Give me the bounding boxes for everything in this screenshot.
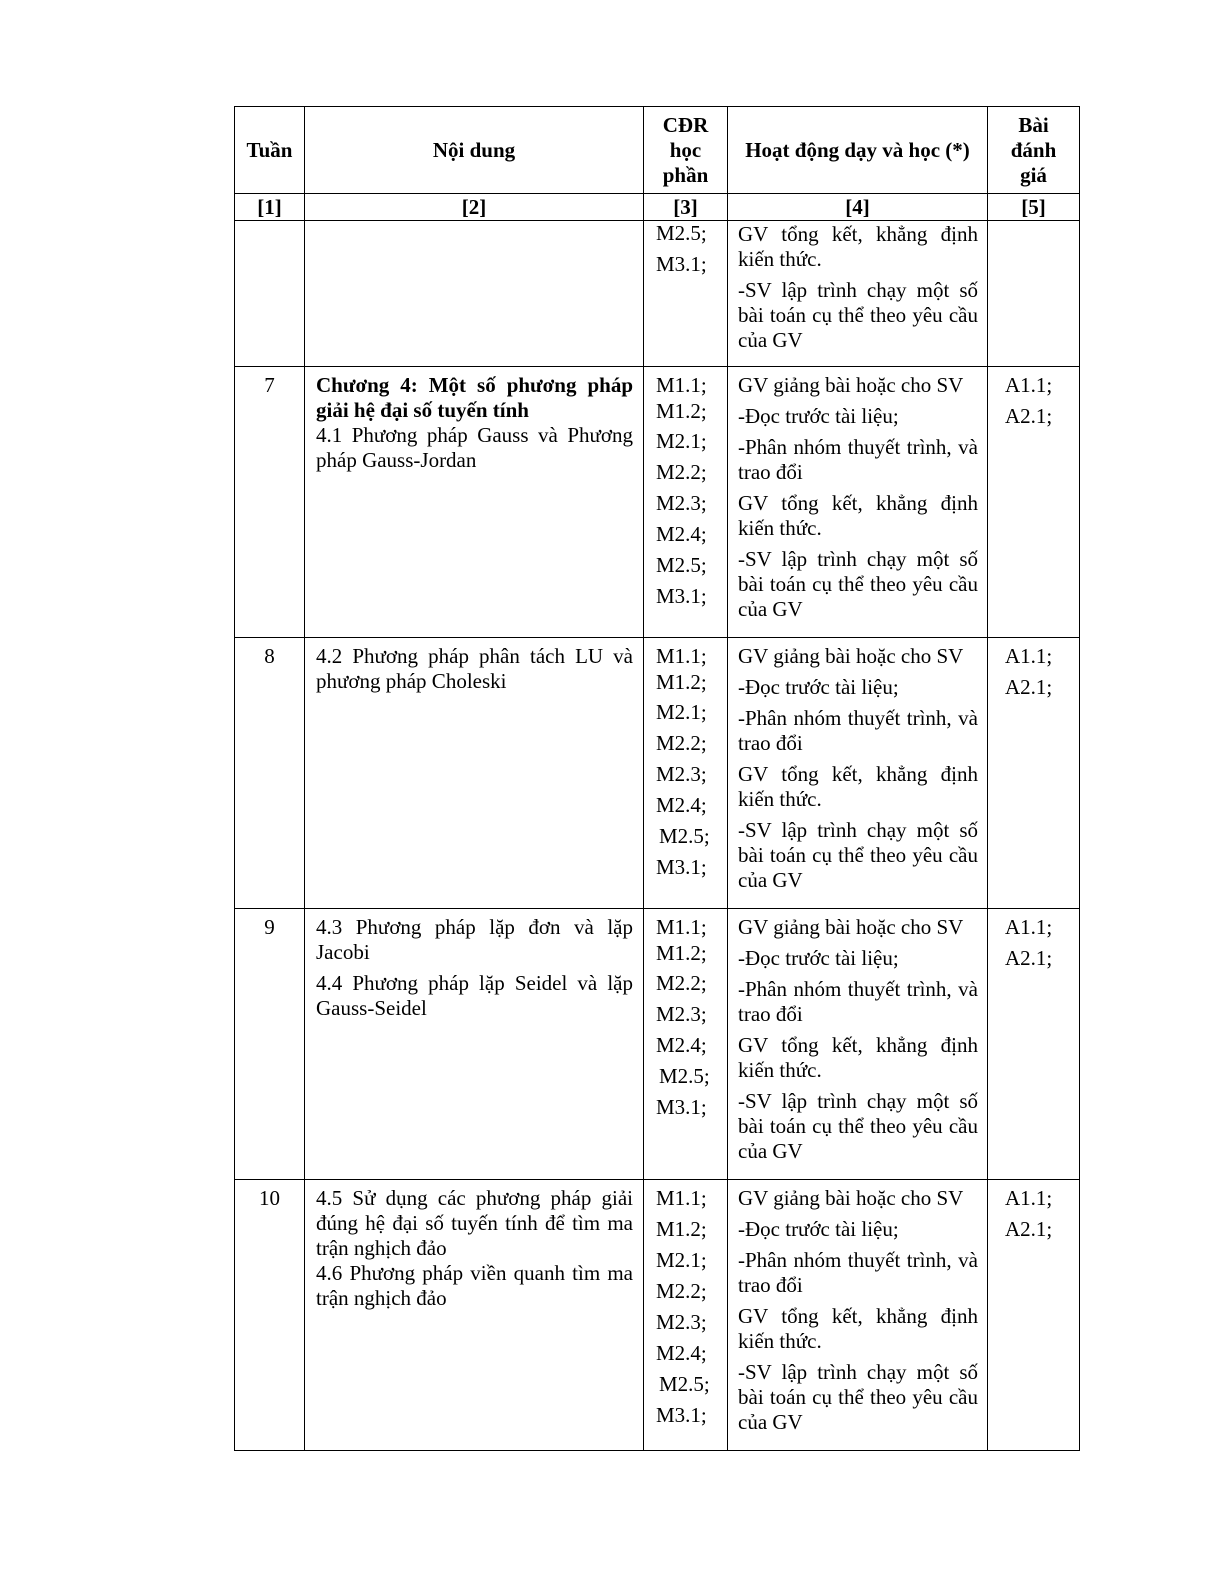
content-item: 4.2 Phương pháp phân tách LU và phương pháp Choleski: [316, 644, 633, 693]
content-item: 4.3 Phương pháp lặp đơn và lặp Jacobi: [316, 915, 633, 964]
cdr-code: M2.4;: [656, 793, 707, 817]
cdr-cell: [644, 221, 728, 367]
assessment-code: A2.1;: [1005, 1217, 1053, 1241]
content-cell: [305, 221, 644, 367]
cdr-code: M2.1;: [656, 429, 707, 453]
cdr-code: M2.4;: [656, 1341, 707, 1365]
header-cdr-line: CĐR: [662, 112, 709, 137]
activity-line: -Phân nhóm thuyết trình, và trao đổi: [738, 435, 978, 484]
activity-line: GV giảng bài hoặc cho SV: [738, 915, 964, 939]
cdr-cell: [644, 909, 728, 1180]
cdr-code: M2.3;: [656, 491, 707, 515]
assessment-cell: [988, 1180, 1080, 1451]
header-assessment-line: đánh: [1010, 137, 1057, 162]
cdr-cell: [644, 1180, 728, 1451]
activities-cell: [728, 909, 988, 1180]
content-item: 4.1 Phương pháp Gauss và Phương pháp Gauss-Jordan: [316, 423, 633, 472]
cdr-code: M1.2;: [656, 670, 707, 694]
cdr-code: M2.4;: [656, 1033, 707, 1057]
index-cell: [3]: [644, 194, 728, 221]
header-activities: Hoạt động dạy và học (*): [728, 107, 988, 194]
cdr-code: M2.5;: [659, 824, 710, 848]
activities-cell: [728, 1180, 988, 1451]
week-cell: 7: [235, 367, 305, 638]
cdr-code: M1.1;: [656, 644, 707, 668]
cdr-code: M2.2;: [656, 731, 707, 755]
activity-line: -Đọc trước tài liệu;: [738, 946, 899, 970]
activity-line: GV giảng bài hoặc cho SV: [738, 373, 964, 397]
cdr-code: M2.5;: [659, 1064, 710, 1088]
activity-line: GV tổng kết, khẳng định kiến thức.: [738, 762, 978, 811]
content-cell: [305, 1180, 644, 1451]
activity-line: -Đọc trước tài liệu;: [738, 404, 899, 428]
activity-line: -Phân nhóm thuyết trình, và trao đổi: [738, 977, 978, 1026]
cdr-code: M3.1;: [656, 1095, 707, 1119]
cdr-code: M2.1;: [656, 1248, 707, 1272]
assessment-code: A1.1;: [1005, 1186, 1053, 1210]
week-cell: [235, 221, 305, 367]
assessment-code: A2.1;: [1005, 404, 1053, 428]
content-item: 4.4 Phương pháp lặp Seidel và lặp Gauss-Seidel: [316, 971, 633, 1020]
assessment-cell: [988, 909, 1080, 1180]
header-assessment-line: Bài: [1018, 112, 1049, 137]
activities-cell: [728, 221, 988, 367]
activities-cell: [728, 367, 988, 638]
header-content: Nội dung: [305, 107, 644, 194]
header-cdr-line: học: [669, 137, 702, 162]
activity-line: -SV lập trình chạy một số bài toán cụ thể theo yêu cầu của GV: [738, 1360, 978, 1434]
content-item: 4.5 Sử dụng các phương pháp giải đúng hệ đại số tuyến tính để tìm ma trận nghịch đảo: [316, 1186, 633, 1260]
assessment-cell: [988, 221, 1080, 367]
table-row: [235, 221, 1080, 367]
assessment-cell: [988, 367, 1080, 638]
chapter-title: Chương 4: Một số phương pháp giải hệ đại số tuyến tính: [316, 373, 633, 422]
activities-cell: [728, 638, 988, 909]
cdr-code: M2.3;: [656, 1002, 707, 1026]
cdr-code: M3.1;: [656, 584, 707, 608]
week-cell: 8: [235, 638, 305, 909]
cdr-code: M2.2;: [656, 1279, 707, 1303]
content-item: 4.6 Phương pháp viền quanh tìm ma trận nghịch đảo: [316, 1261, 633, 1310]
cdr-code: M1.1;: [656, 1186, 707, 1210]
activity-line: GV tổng kết, khẳng định kiến thức.: [738, 1033, 978, 1082]
activity-line: -Phân nhóm thuyết trình, và trao đổi: [738, 1248, 978, 1297]
header-week: Tuần: [235, 107, 305, 194]
cdr-code: M2.3;: [656, 1310, 707, 1334]
activity-line: -Đọc trước tài liệu;: [738, 1217, 899, 1241]
header-assessment-line: giá: [1020, 162, 1047, 187]
cdr-code: M1.2;: [656, 1217, 707, 1241]
assessment-code: A1.1;: [1005, 915, 1053, 939]
week-cell: 10: [235, 1180, 305, 1451]
content-cell: [305, 909, 644, 1180]
index-cell: [4]: [728, 194, 988, 221]
cdr-code: M2.5;: [659, 1372, 710, 1396]
assessment-code: A1.1;: [1005, 644, 1053, 668]
activity-line: GV tổng kết, khẳng định kiến thức.: [738, 1304, 978, 1353]
table-row: [235, 367, 1080, 638]
cdr-code: M2.2;: [656, 971, 707, 995]
content-cell: [305, 367, 644, 638]
activity-line: -Đọc trước tài liệu;: [738, 675, 899, 699]
activity-line: GV tổng kết, khẳng định kiến thức.: [738, 491, 978, 540]
header-cdr: [644, 107, 728, 194]
assessment-code: A1.1;: [1005, 373, 1053, 397]
activity-line: -SV lập trình chạy một số bài toán cụ thể theo yêu cầu của GV: [738, 1089, 978, 1163]
cdr-code: M2.5;: [656, 221, 707, 245]
content-cell: [305, 638, 644, 909]
activity-line: -Phân nhóm thuyết trình, và trao đổi: [738, 706, 978, 755]
activity-line: GV giảng bài hoặc cho SV: [738, 644, 964, 668]
cdr-code: M2.1;: [656, 700, 707, 724]
header-cdr-line: phần: [662, 162, 709, 187]
cdr-code: M2.4;: [656, 522, 707, 546]
cdr-code: M1.2;: [656, 941, 707, 965]
cdr-cell: [644, 638, 728, 909]
header-assessment: [988, 107, 1080, 194]
week-cell: 9: [235, 909, 305, 1180]
cdr-code: M1.2;: [656, 399, 707, 423]
syllabus-table: [234, 106, 1080, 1451]
activity-line: -SV lập trình chạy một số bài toán cụ thể theo yêu cầu của GV: [738, 278, 978, 352]
cdr-cell: [644, 367, 728, 638]
index-cell: [1]: [235, 194, 305, 221]
assessment-cell: [988, 638, 1080, 909]
index-cell: [2]: [305, 194, 644, 221]
activity-line: -SV lập trình chạy một số bài toán cụ thể theo yêu cầu của GV: [738, 818, 978, 892]
cdr-code: M2.5;: [656, 553, 707, 577]
cdr-code: M2.3;: [656, 762, 707, 786]
assessment-code: A2.1;: [1005, 946, 1053, 970]
cdr-code: M3.1;: [656, 1403, 707, 1427]
index-cell: [5]: [988, 194, 1080, 221]
table-row: [235, 909, 1080, 1180]
index-row: [235, 194, 1080, 221]
cdr-code: M1.1;: [656, 373, 707, 397]
table-row: [235, 638, 1080, 909]
cdr-code: M3.1;: [656, 252, 707, 276]
cdr-code: M2.2;: [656, 460, 707, 484]
table-row: [235, 1180, 1080, 1451]
activity-line: -SV lập trình chạy một số bài toán cụ thể theo yêu cầu của GV: [738, 547, 978, 621]
activity-line: GV tổng kết, khẳng định kiến thức.: [738, 222, 978, 271]
header-row: [235, 107, 1080, 194]
activity-line: GV giảng bài hoặc cho SV: [738, 1186, 964, 1210]
cdr-code: M1.1;: [656, 915, 707, 939]
cdr-code: M3.1;: [656, 855, 707, 879]
assessment-code: A2.1;: [1005, 675, 1053, 699]
